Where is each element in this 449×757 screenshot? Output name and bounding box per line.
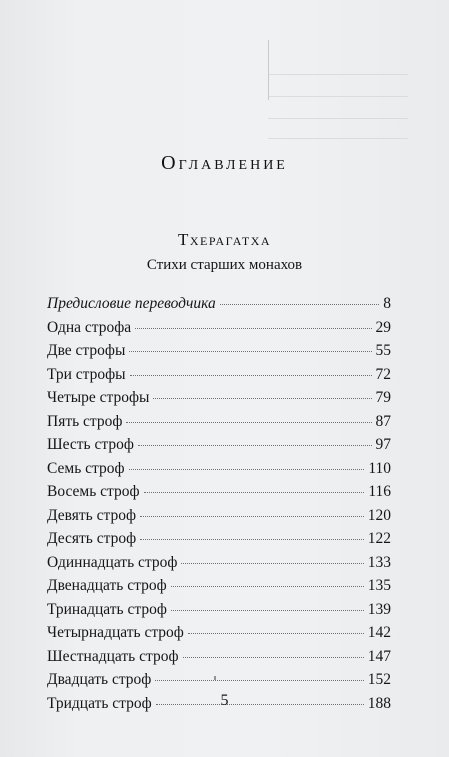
toc-entry-page: 87 (375, 412, 391, 430)
dot-leader (126, 422, 371, 423)
toc-entry-title: Предисловие переводчика (47, 295, 216, 312)
page-number: 5 (220, 692, 229, 709)
print-mark (214, 676, 216, 680)
toc-entry-title: Шестнадцать строф (47, 647, 179, 665)
toc-entry-page: 152 (367, 671, 391, 688)
toc-entry-page: 29 (375, 318, 391, 336)
toc-entry-title: Девять строф (47, 506, 136, 524)
toc-entry-title: Шесть строф (47, 436, 134, 453)
toc-entry-title: Двадцать строф (47, 671, 152, 688)
toc-entry[interactable] (47, 601, 391, 625)
toc-entry[interactable] (47, 389, 391, 413)
toc-entry-page: 110 (368, 459, 391, 477)
toc-entry-page: 116 (368, 483, 391, 500)
toc-entry[interactable] (47, 624, 391, 648)
toc-entry[interactable] (47, 413, 391, 437)
dot-leader (171, 586, 364, 587)
toc-entry-page: 147 (367, 647, 391, 665)
toc-entry-title: Тридцать строф (47, 694, 152, 712)
toc-entry-title: Тринадцать строф (47, 600, 167, 618)
toc-entry-page: 8 (383, 295, 391, 312)
show-through-line (268, 74, 408, 75)
dot-leader (130, 375, 372, 376)
toc-entry-title: Четыре строфы (47, 389, 150, 406)
toc-entry-page: 97 (375, 436, 391, 453)
toc-entry-title: Одиннадцать строф (47, 553, 178, 571)
show-through-line (268, 118, 408, 119)
toc-entry-page: 72 (375, 365, 391, 383)
dot-leader (181, 563, 363, 564)
toc-entry[interactable] (47, 577, 391, 601)
toc-entry-title: Двенадцать строф (47, 577, 167, 594)
toc-entry[interactable] (47, 648, 391, 672)
dot-leader (140, 539, 364, 540)
toc-entry-page: 142 (367, 624, 391, 641)
toc-entry[interactable] (47, 342, 391, 366)
show-through-line (268, 138, 408, 139)
toc-entry[interactable] (47, 671, 391, 695)
toc-entry-page: 133 (367, 553, 391, 571)
toc-entry[interactable] (47, 436, 391, 460)
toc-entry-page: 139 (367, 600, 391, 618)
dot-leader (140, 516, 364, 517)
show-through-line (268, 96, 408, 97)
section-subtitle: Стихи старших монахов (146, 257, 303, 273)
toc-entry[interactable] (47, 460, 391, 484)
toc-list (47, 295, 391, 718)
toc-entry[interactable] (47, 530, 391, 554)
dot-leader (135, 328, 371, 329)
dot-leader (129, 469, 365, 470)
dot-leader (220, 304, 379, 305)
dot-leader (144, 492, 365, 493)
toc-entry[interactable] (47, 295, 391, 319)
toc-entry-page: 122 (367, 530, 391, 547)
dot-leader (138, 445, 372, 446)
toc-entry-page: 135 (367, 577, 391, 594)
toc-entry-title: Три строфы (47, 365, 126, 383)
toc-entry-title: Две строфы (47, 342, 126, 359)
toc-entry-title: Пять строф (47, 412, 123, 430)
dot-leader (155, 680, 363, 681)
dot-leader (153, 398, 371, 399)
toc-entry-title: Четырнадцать строф (47, 624, 184, 641)
toc-entry[interactable] (47, 366, 391, 390)
toc-entry[interactable] (47, 483, 391, 507)
toc-entry[interactable] (47, 507, 391, 531)
dot-leader (183, 657, 364, 658)
toc-entry-title: Десять строф (47, 530, 137, 547)
toc-heading: Оглавление (161, 152, 288, 174)
section-title: Тхерагатха (177, 230, 272, 249)
toc-entry[interactable] (47, 554, 391, 578)
toc-entry[interactable] (47, 319, 391, 343)
toc-entry-title: Одна строфа (47, 318, 132, 336)
toc-entry-title: Восемь строф (47, 483, 140, 500)
dot-leader (171, 610, 364, 611)
dot-leader (129, 351, 371, 352)
toc-entry-page: 55 (375, 342, 391, 359)
toc-entry-title: Семь строф (47, 459, 125, 477)
show-through-mark (268, 40, 269, 100)
toc-entry-page: 188 (367, 694, 391, 712)
dot-leader (188, 633, 364, 634)
toc-entry-page: 120 (367, 506, 391, 524)
toc-entry-page: 79 (375, 389, 391, 406)
